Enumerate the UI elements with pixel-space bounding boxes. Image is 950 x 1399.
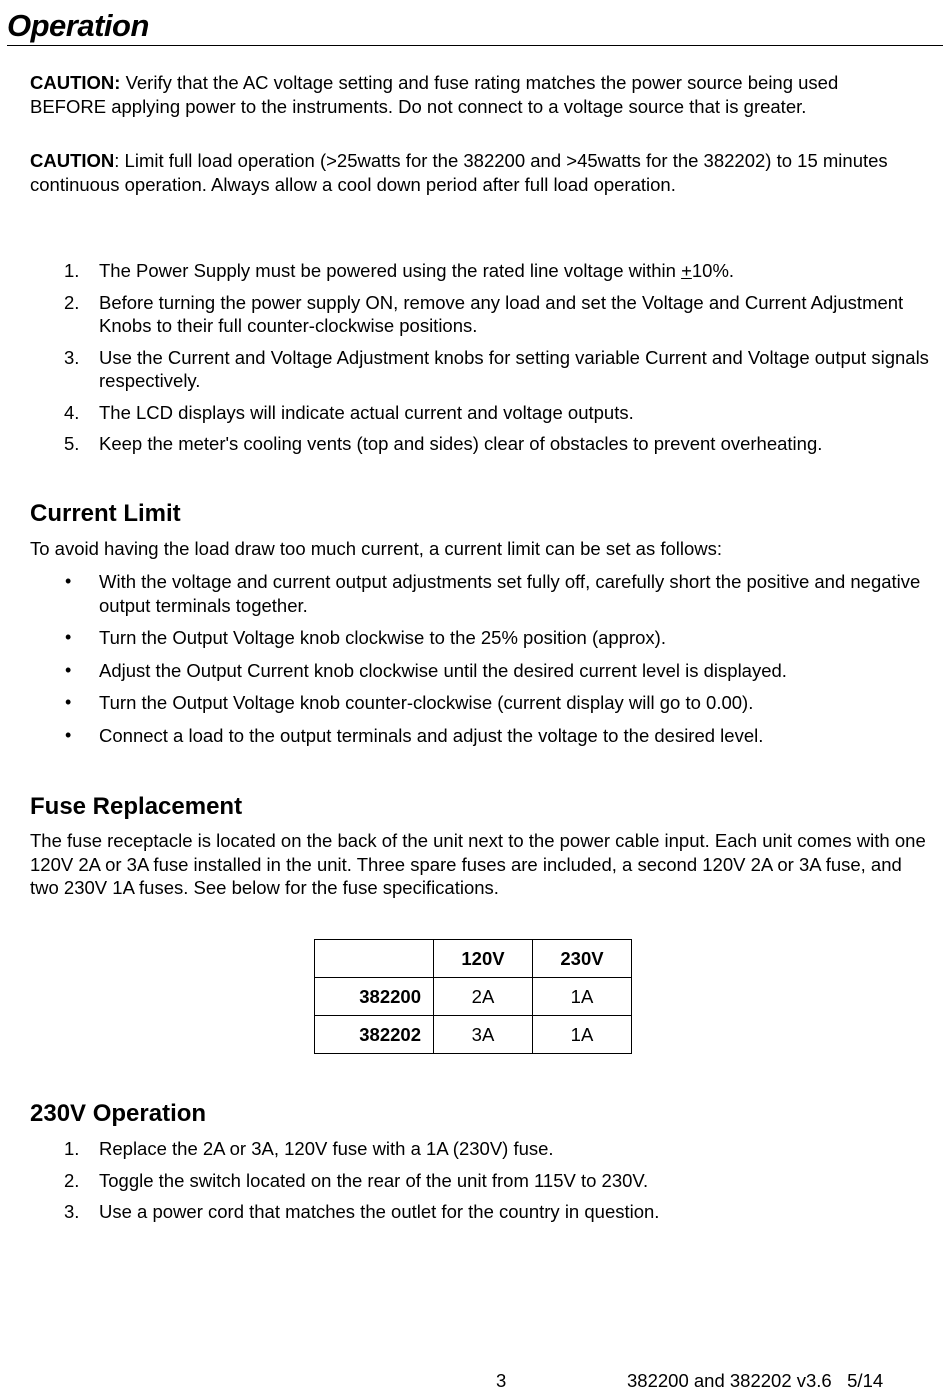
- caution-label: CAUTION:: [30, 72, 121, 93]
- caution-text: Verify that the AC voltage setting and fuse rating matches the power source being used BEFORE applying power to the instruments. Do not connect to a voltage source that is greater.: [30, 72, 839, 117]
- step-text: Replace the 2A or 3A, 120V fuse with a 1A (230V) fuse.: [99, 1138, 554, 1159]
- current-limit-intro: To avoid having the load draw too much current, a current limit can be set as follows:: [30, 538, 723, 559]
- step-number: 1.: [64, 1138, 80, 1159]
- document-info: 382200 and 382202 v3.6 5/14: [627, 1370, 884, 1391]
- page-title: Operation: [7, 8, 149, 43]
- table-cell: 1A: [533, 978, 632, 1016]
- caution-text: : Limit full load operation (>25watts for the 382200 and >45watts for the 382202) to 15 minutes continuous operation. Always allow a cool down period after full load operation.: [30, 150, 888, 195]
- step-number: 5.: [64, 433, 80, 454]
- step-number: 4.: [64, 401, 80, 423]
- list-item: [30, 291, 930, 338]
- step-number: 1.: [64, 260, 80, 281]
- title-rule: [7, 45, 943, 46]
- list-item: [30, 659, 930, 683]
- list-item: [30, 691, 930, 715]
- table-cell: 3A: [434, 1016, 533, 1054]
- list-item: [30, 626, 930, 650]
- table-cell: 1A: [533, 1016, 632, 1054]
- current-limit-heading: Current Limit: [30, 500, 181, 527]
- list-item: [30, 259, 930, 283]
- plus-minus-sign: +: [681, 260, 692, 281]
- bullet-icon: •: [65, 627, 72, 647]
- operation-steps: [30, 259, 930, 456]
- step-text: Use a power cord that matches the outlet for the country in question.: [99, 1201, 660, 1222]
- v230-operation-heading: 230V Operation: [30, 1100, 207, 1127]
- fuse-spec-table: [314, 939, 632, 1054]
- list-item: [30, 1200, 930, 1224]
- table-header-cell: 230V: [533, 940, 632, 978]
- table-header-cell: 120V: [434, 940, 533, 978]
- fuse-replacement-heading: Fuse Replacement: [30, 793, 243, 820]
- table-row-header: 382200: [315, 978, 434, 1016]
- fuse-replacement-text: The fuse receptacle is located on the back of the unit next to the power cable input. Each unit comes with one 120V 2A or 3A fuse installed in the unit. Three spare fuses are included, a second 120V 2A or 3A fuse, and two 230V 1A fuses. See below for the fuse specifications.: [30, 830, 926, 898]
- bullet-icon: •: [65, 692, 72, 712]
- step-text: Keep the meter's cooling vents (top and sides) clear of obstacles to prevent overheating.: [99, 433, 823, 454]
- list-item: [30, 1169, 930, 1193]
- v230-operation-steps: [30, 1137, 930, 1224]
- caution-2: [30, 149, 890, 196]
- table-header-cell: [315, 940, 434, 978]
- step-text: The LCD displays will indicate actual current and voltage outputs.: [99, 401, 634, 423]
- step-text-end: 10%.: [691, 260, 735, 281]
- caution-label: CAUTION: [30, 150, 115, 171]
- step-number: 2.: [64, 291, 80, 313]
- step-text: The Power Supply must be powered using the rated line voltage within: [99, 260, 682, 281]
- table-row: [315, 1016, 632, 1054]
- bullet-text: Turn the Output Voltage knob counter-clockwise (current display will go to 0.00).: [99, 692, 754, 713]
- list-item: [30, 724, 930, 748]
- step-number: 3.: [64, 1201, 80, 1222]
- table-row-header: 382202: [315, 1016, 434, 1054]
- bullet-text: Turn the Output Voltage knob clockwise to the 25% position (approx).: [99, 627, 666, 648]
- table-row: [315, 978, 632, 1016]
- bullet-text: Adjust the Output Current knob clockwise until the desired current level is displayed.: [99, 659, 787, 681]
- step-text: Use the Current and Voltage Adjustment knobs for setting variable Current and Voltage output signals respectively.: [99, 346, 929, 391]
- page-number: 3: [496, 1370, 507, 1391]
- bullet-icon: •: [65, 659, 72, 680]
- list-item: [30, 432, 930, 456]
- step-number: 3.: [64, 346, 80, 368]
- table-cell: 2A: [434, 978, 533, 1016]
- bullet-icon: •: [65, 571, 72, 591]
- current-limit-bullets: [30, 570, 930, 747]
- bullet-text: With the voltage and current output adjustments set fully off, carefully short the positive and negative output terminals together.: [99, 571, 921, 616]
- list-item: [30, 570, 930, 617]
- bullet-icon: •: [65, 724, 72, 745]
- step-number: 2.: [64, 1169, 80, 1191]
- step-text: Before turning the power supply ON, remove any load and set the Voltage and Current Adjustment Knobs to their full counter-clockwise positions.: [99, 291, 904, 336]
- list-item: [30, 346, 930, 393]
- bullet-text: Connect a load to the output terminals and adjust the voltage to the desired level.: [99, 724, 764, 746]
- table-header-row: [315, 940, 632, 978]
- list-item: [30, 1137, 930, 1161]
- step-text: Toggle the switch located on the rear of the unit from 115V to 230V.: [99, 1169, 649, 1191]
- caution-1: [30, 71, 890, 118]
- list-item: [30, 401, 930, 425]
